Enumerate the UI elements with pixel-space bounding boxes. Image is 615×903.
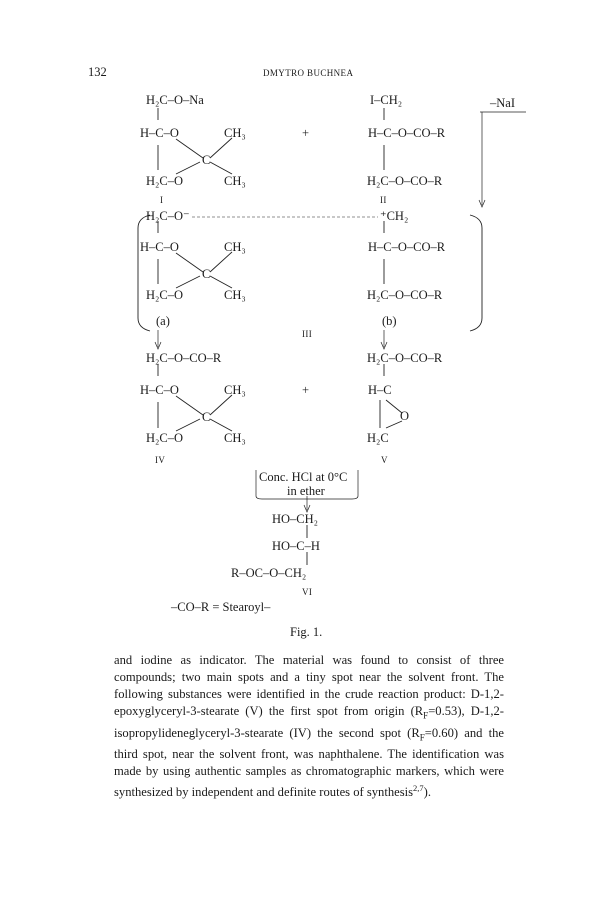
compound-vi-line3: R–OC–O–CH₂ xyxy=(231,566,307,580)
plus-sign-top: + xyxy=(302,126,310,140)
scheme-legend: –CO–R = Stearoyl– xyxy=(171,600,271,614)
plus-sign-bottom: + xyxy=(302,383,310,397)
body-text-part-4: ). xyxy=(423,785,432,800)
bracket-left xyxy=(138,215,150,331)
compound-i-ketal-carbon: C xyxy=(202,153,211,167)
compound-v-line3: H₂C xyxy=(367,431,389,445)
bond-i-c-me1 xyxy=(210,138,232,158)
compound-vi-line1: HO–CH₂ xyxy=(272,512,319,526)
compound-iv-ketal-carbon: C xyxy=(202,410,211,424)
compound-i-line3: H₂C–O xyxy=(146,174,183,188)
compound-ii-line3: H₂C–O–CO–R xyxy=(367,174,443,188)
ion-a-methyl-2: CH₃ xyxy=(224,288,246,302)
bond-iv-c-me2 xyxy=(210,419,232,431)
compound-i-line2: H–C–O xyxy=(140,126,179,140)
ion-a-methyl-1: CH₃ xyxy=(224,240,246,254)
ion-a-line2: H–C–O xyxy=(140,240,179,254)
body-text-part-1: and iodine as indicator. The material was found to consist of three compounds; two main spots and a tiny spot near the solvent front. The following substances were identified in the crude reaction product: D-1,2-epoxyglyceryl-3-stearate (V) the first spot from origin (R xyxy=(114,653,504,718)
bond-i-c-me2 xyxy=(210,162,232,174)
compound-iv-label: IV xyxy=(155,455,166,465)
ion-a-label: (a) xyxy=(156,314,170,328)
compound-i-line1: H₂C–O–Na xyxy=(146,93,204,107)
compound-iv-line1: H₂C–O–CO–R xyxy=(146,351,222,365)
bond-a-o2-c xyxy=(176,276,200,288)
bond-iv-o2-c xyxy=(176,419,200,431)
compound-vi-label: VI xyxy=(302,587,313,597)
compound-v-epoxide-oxygen: O xyxy=(400,409,410,423)
ion-a-line1: H₂C–O⁻ xyxy=(146,209,190,223)
bond-i-o1-c xyxy=(176,139,203,158)
body-paragraph xyxy=(114,652,504,801)
compound-iv-methyl-1: CH₃ xyxy=(224,383,246,397)
bond-i-o2-c xyxy=(176,162,200,174)
bracket-right xyxy=(470,215,482,331)
compound-iv-line2: H–C–O xyxy=(140,383,179,397)
body-text-part-2: =0.53), D-1,2-isopropylideneglyceryl-3-stearate (IV) the second spot (R xyxy=(114,704,504,740)
bond-a-o1-c xyxy=(176,253,203,272)
ion-a-line3: H₂C–O xyxy=(146,288,183,302)
ion-b-label: (b) xyxy=(382,314,397,328)
compound-v-line1: H₂C–O–CO–R xyxy=(367,351,443,365)
bond-a-c-me1 xyxy=(210,252,232,272)
compound-iv-methyl-2: CH₃ xyxy=(224,431,246,445)
ion-b-line3: H₂C–O–CO–R xyxy=(367,288,443,302)
ion-b-line2: H–C–O–CO–R xyxy=(368,240,446,254)
compound-vi-line2: HO–C–H xyxy=(272,539,320,553)
ion-b-line1: ⁺CH₂ xyxy=(380,209,409,223)
compound-ii-line2: H–C–O–CO–R xyxy=(368,126,446,140)
compound-i-methyl-1: CH₃ xyxy=(224,126,246,140)
compound-v-line2: H–C xyxy=(368,383,392,397)
compound-i-methyl-2: CH₃ xyxy=(224,174,246,188)
rf-subscript-1: F xyxy=(423,710,429,721)
nai-byproduct: –NaI xyxy=(490,96,515,110)
bond-iv-o1-c xyxy=(176,396,203,415)
compound-ii-label: II xyxy=(380,195,387,205)
bond-a-c-me2 xyxy=(210,276,232,288)
reagent-line-2: in ether xyxy=(287,484,325,498)
compound-ii-line1: I–CH₂ xyxy=(370,93,403,107)
reagent-line-1: Conc. HCl at 0°C xyxy=(259,470,348,484)
running-head: DMYTRO BUCHNEA xyxy=(263,68,354,78)
compound-v-label: V xyxy=(381,455,388,465)
body-text-part-3: =0.60) and the third spot, near the solvent front, was naphthalene. The identification was made by using authentic samples as chromatographic markers, which were synthesized by independent and definite routes of synthesis xyxy=(114,725,505,800)
bond-iv-c-me1 xyxy=(210,395,232,415)
ion-a-ketal-carbon: C xyxy=(202,267,211,281)
compound-i-label: I xyxy=(160,195,164,205)
page-number: 132 xyxy=(88,65,107,79)
reference-superscript: 2,7 xyxy=(413,783,424,794)
intermediate-label: III xyxy=(302,329,313,339)
figure-caption: Fig. 1. xyxy=(290,625,323,639)
compound-iv-line3: H₂C–O xyxy=(146,431,183,445)
rf-subscript-2: F xyxy=(419,732,425,743)
